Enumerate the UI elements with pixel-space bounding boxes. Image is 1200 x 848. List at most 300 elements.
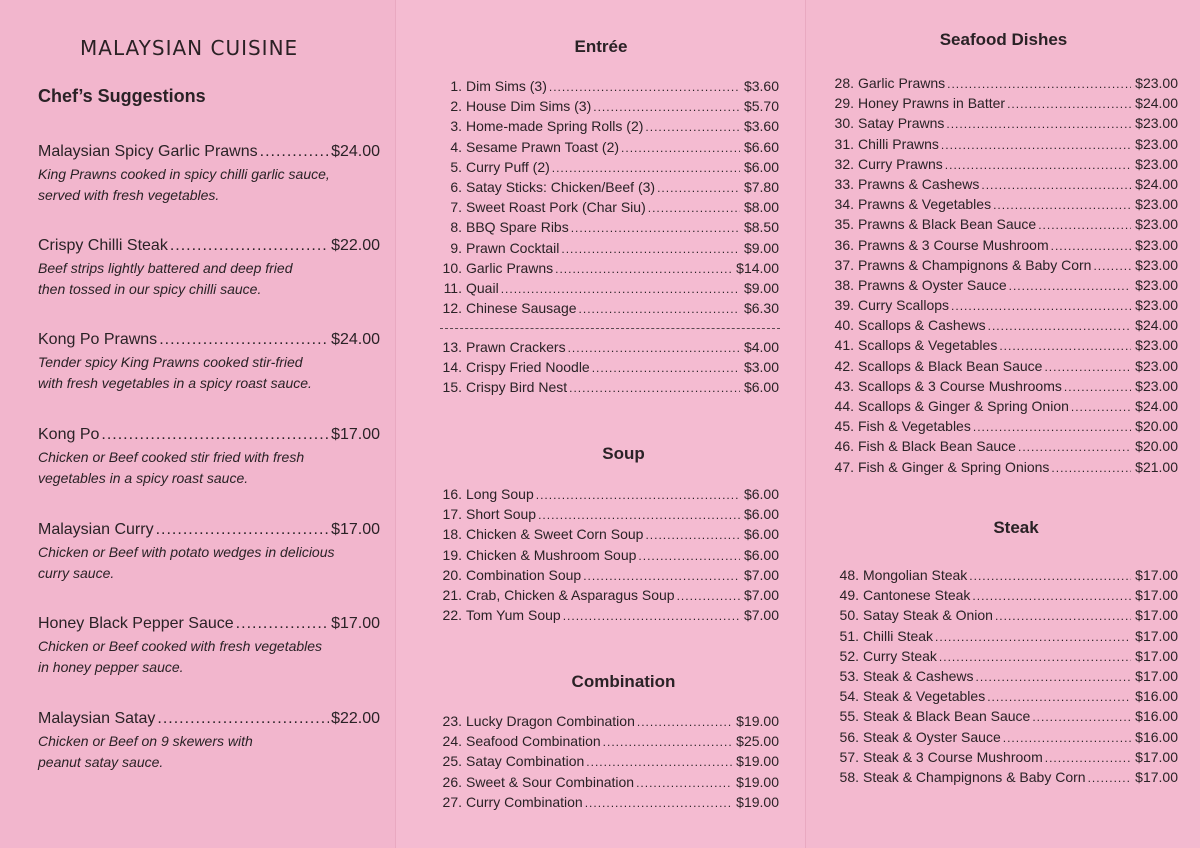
leader-dots <box>156 520 329 540</box>
menu-item <box>826 136 1178 156</box>
suggestion-name: Honey Black Pepper Sauce <box>38 615 234 632</box>
menu-item <box>826 196 1178 216</box>
menu-item <box>434 713 779 733</box>
item-name: Garlic Prawns <box>858 75 946 91</box>
suggestion-name: Malaysian Satay <box>38 710 156 727</box>
leader-dots <box>976 670 1132 684</box>
item-price: $6.00 <box>743 526 779 543</box>
item-name: Satay Prawns <box>858 115 945 132</box>
item-number: 27. <box>442 793 462 810</box>
item-price: $23.00 <box>1135 196 1178 213</box>
leader-dots <box>585 796 732 810</box>
item-name: Prawns & 3 Course Mushroom <box>858 236 1049 253</box>
leader-dots <box>987 690 1131 704</box>
item-name: Sesame Prawn Toast (2) <box>466 138 620 155</box>
leader-dots <box>999 339 1131 353</box>
leader-dots <box>972 589 1131 603</box>
leader-dots <box>1045 751 1131 765</box>
item-number: 44. <box>834 398 854 414</box>
menu-item <box>434 733 779 753</box>
leader-dots <box>1051 461 1131 475</box>
suggestion-desc: then tossed in our spicy chilli sauce. <box>38 281 262 297</box>
leader-dots <box>638 549 740 563</box>
leader-dots <box>561 242 740 256</box>
suggestion-price: $22.00 <box>331 237 380 254</box>
item-number: 45. <box>834 418 854 435</box>
suggestion-name: Malaysian Curry <box>38 521 154 538</box>
menu-item <box>826 257 1178 277</box>
item-name: Curry Prawns <box>858 155 943 172</box>
item-price: $3.60 <box>743 118 779 135</box>
item-price: $23.00 <box>1135 115 1178 132</box>
leader-dots <box>1064 380 1131 394</box>
item-number: 37. <box>834 256 854 273</box>
item-number: 32. <box>834 155 854 172</box>
item-price: $23.00 <box>1135 276 1178 293</box>
suggestion-item <box>38 142 380 206</box>
leader-dots <box>1093 259 1131 273</box>
menu-item <box>434 506 779 526</box>
item-number: 46. <box>834 438 854 455</box>
leader-dots <box>1038 218 1131 232</box>
menu-item <box>831 648 1178 668</box>
leader-dots <box>969 569 1131 583</box>
menu-item <box>826 297 1178 317</box>
item-number: 47. <box>834 458 854 475</box>
item-name: Scallops & 3 Course Mushrooms <box>858 377 1062 394</box>
item-number: 31. <box>834 135 854 152</box>
item-price: $9.00 <box>743 279 779 296</box>
leader-dots <box>159 330 329 350</box>
item-name: Steak & Champignons & Baby Corn <box>863 768 1086 785</box>
menu-item <box>434 526 779 546</box>
menu-item <box>826 378 1178 398</box>
item-price: $23.00 <box>1135 256 1178 273</box>
item-price: $19.00 <box>736 793 779 810</box>
suggestion-item <box>38 330 380 394</box>
item-name: Prawns & Vegetables <box>858 196 992 213</box>
item-name: Lucky Dragon Combination <box>466 713 635 729</box>
item-price: $17.00 <box>1135 627 1178 644</box>
menu-item <box>434 199 779 219</box>
item-number: 21. <box>442 586 462 603</box>
item-price: $6.00 <box>743 158 779 175</box>
item-price: $6.00 <box>743 506 779 523</box>
suggestion-desc: served with fresh vegetables. <box>38 187 220 203</box>
item-number: 56. <box>839 728 859 745</box>
item-name: Prawn Crackers <box>466 339 566 355</box>
item-number: 17. <box>442 506 462 523</box>
soup-list <box>434 486 779 627</box>
leader-dots <box>583 569 740 583</box>
item-name: Steak & 3 Course Mushroom <box>863 748 1043 765</box>
item-number: 49. <box>839 587 859 604</box>
item-number: 57. <box>839 748 859 765</box>
item-name: Scallops & Black Bean Sauce <box>858 357 1043 374</box>
leader-dots <box>993 198 1131 212</box>
item-number: 36. <box>834 236 854 253</box>
item-price: $23.00 <box>1135 297 1178 314</box>
item-number: 1. <box>450 78 462 94</box>
suggestion-item <box>38 520 380 584</box>
item-number: 48. <box>839 567 859 583</box>
soup-heading: Soup <box>602 444 645 463</box>
item-number: 20. <box>442 566 462 583</box>
item-number: 22. <box>442 607 462 624</box>
leader-dots <box>603 735 733 749</box>
leader-dots <box>552 161 740 175</box>
item-number: 40. <box>834 317 854 334</box>
item-number: 8. <box>450 219 462 236</box>
menu-item <box>434 240 779 260</box>
menu-item <box>434 339 779 359</box>
item-number: 51. <box>839 627 859 644</box>
item-price: $17.00 <box>1135 667 1178 684</box>
leader-dots <box>568 341 740 355</box>
item-price: $17.00 <box>1135 587 1178 604</box>
menu-item <box>434 379 779 399</box>
menu-item <box>831 688 1178 708</box>
item-name: Garlic Prawns <box>466 259 554 276</box>
suggestion-price: $24.00 <box>331 331 380 348</box>
item-name: Dim Sims (3) <box>466 78 547 94</box>
item-name: Prawns & Cashews <box>858 175 980 192</box>
brand-title: MALAYSIAN CUISINE <box>80 36 299 60</box>
suggestion-desc: King Prawns cooked in spicy chilli garlic sauce, <box>38 166 330 182</box>
leader-dots <box>1009 279 1132 293</box>
item-number: 23. <box>442 713 462 729</box>
item-number: 9. <box>450 239 462 256</box>
item-name: Chicken & Sweet Corn Soup <box>466 526 644 543</box>
leader-dots <box>951 299 1131 313</box>
item-number: 14. <box>442 359 462 376</box>
item-number: 58. <box>839 768 859 785</box>
item-number: 13. <box>442 339 462 355</box>
item-price: $6.00 <box>743 379 779 396</box>
item-number: 52. <box>839 647 859 664</box>
item-name: Chinese Sausage <box>466 300 577 317</box>
item-number: 34. <box>834 196 854 213</box>
suggestion-desc: Tender spicy King Prawns cooked stir-fried <box>38 354 303 370</box>
item-number: 6. <box>450 178 462 195</box>
menu-item <box>434 260 779 280</box>
leader-dots <box>941 138 1131 152</box>
item-price: $7.80 <box>743 178 779 195</box>
leader-dots <box>536 488 740 502</box>
item-number: 18. <box>442 526 462 543</box>
menu-item <box>831 567 1178 587</box>
menu-item <box>434 159 779 179</box>
item-number: 3. <box>450 118 462 135</box>
item-number: 12. <box>442 300 462 317</box>
item-number: 29. <box>834 95 854 112</box>
panel-chef-suggestions <box>0 0 395 848</box>
leader-dots <box>637 715 732 729</box>
suggestion-item <box>38 425 380 489</box>
chef-suggestions-heading: Chef’s Suggestions <box>38 86 206 106</box>
leader-dots <box>621 141 740 155</box>
item-name: Combination Soup <box>466 566 582 583</box>
item-name: Curry Scallops <box>858 297 950 314</box>
panel-seafood-steak <box>805 0 1200 848</box>
item-name: Satay Sticks: Chicken/Beef (3) <box>466 178 656 195</box>
leader-dots <box>677 589 740 603</box>
leader-dots <box>1018 440 1131 454</box>
leader-dots <box>935 630 1131 644</box>
menu-item <box>434 587 779 607</box>
suggestion-desc: curry sauce. <box>38 565 115 581</box>
item-number: 54. <box>839 688 859 705</box>
suggestion-price: $22.00 <box>331 710 380 727</box>
item-number: 26. <box>442 773 462 790</box>
item-name: Chilli Prawns <box>858 135 939 152</box>
suggestion-name: Crispy Chilli Steak <box>38 237 168 254</box>
leader-dots <box>648 201 740 215</box>
item-name: Fish & Black Bean Sauce <box>858 438 1016 455</box>
item-price: $16.00 <box>1135 688 1178 705</box>
suggestion-name: Kong Po Prawns <box>38 331 158 348</box>
item-name: Fish & Vegetables <box>858 418 971 435</box>
item-price: $19.00 <box>736 773 779 790</box>
suggestion-desc: with fresh vegetables in a spicy roast sauce. <box>38 375 312 391</box>
item-price: $7.00 <box>743 607 779 624</box>
seafood-heading: Seafood Dishes <box>939 30 1068 49</box>
item-price: $23.00 <box>1135 377 1178 394</box>
item-price: $8.50 <box>743 219 779 236</box>
item-price: $21.00 <box>1135 458 1178 475</box>
menu-item <box>434 359 779 379</box>
menu-item <box>826 317 1178 337</box>
menu-item <box>826 277 1178 297</box>
item-price: $23.00 <box>1135 75 1178 91</box>
menu-item <box>826 95 1178 115</box>
item-price: $16.00 <box>1135 728 1178 745</box>
item-price: $20.00 <box>1135 418 1178 435</box>
suggestion-name: Kong Po <box>38 426 100 443</box>
leader-dots <box>946 117 1131 131</box>
menu-item <box>434 179 779 199</box>
item-number: 30. <box>834 115 854 132</box>
leader-dots <box>157 709 329 729</box>
item-name: Chicken & Mushroom Soup <box>466 546 637 563</box>
menu-item <box>826 418 1178 438</box>
suggestion-item <box>38 236 380 300</box>
item-name: Home-made Spring Rolls (2) <box>466 118 644 135</box>
menu-item <box>826 398 1178 418</box>
item-price: $16.00 <box>1135 708 1178 725</box>
item-price: $23.00 <box>1135 357 1178 374</box>
leader-dots <box>563 609 740 623</box>
leader-dots <box>636 776 732 790</box>
suggestion-price: $24.00 <box>331 143 380 160</box>
item-name: Scallops & Cashews <box>858 317 986 334</box>
leader-dots <box>538 508 740 522</box>
menu-item <box>826 115 1178 135</box>
item-price: $6.30 <box>743 300 779 317</box>
item-number: 24. <box>442 733 462 750</box>
menu-item <box>831 708 1178 728</box>
entree-divider <box>440 328 780 329</box>
leader-dots <box>579 302 740 316</box>
item-name: Steak & Vegetables <box>863 688 986 705</box>
item-name: Satay Combination <box>466 753 585 770</box>
item-price: $17.00 <box>1135 748 1178 765</box>
suggestion-name: Malaysian Spicy Garlic Prawns <box>38 143 258 160</box>
suggestion-desc: Beef strips lightly battered and deep fried <box>38 260 293 276</box>
suggestion-price: $17.00 <box>331 615 380 632</box>
item-name: Tom Yum Soup <box>466 607 561 624</box>
leader-dots <box>260 142 329 162</box>
leader-dots <box>947 77 1131 91</box>
leader-dots <box>571 221 740 235</box>
menu-item <box>831 628 1178 648</box>
leader-dots <box>236 614 329 634</box>
item-number: 2. <box>450 98 462 115</box>
leader-dots <box>1032 710 1131 724</box>
item-price: $6.00 <box>743 546 779 563</box>
leader-dots <box>1007 97 1131 111</box>
leader-dots <box>1051 239 1132 253</box>
suggestion-price: $17.00 <box>331 426 380 443</box>
item-price: $17.00 <box>1135 647 1178 664</box>
item-number: 43. <box>834 377 854 394</box>
menu-item <box>434 547 779 567</box>
menu-item <box>434 774 779 794</box>
panel-entree-soup-combination <box>395 0 805 848</box>
suggestion-desc: in honey pepper sauce. <box>38 659 184 675</box>
suggestion-desc: peanut satay sauce. <box>38 754 164 770</box>
item-name: Prawns & Oyster Sauce <box>858 276 1007 293</box>
menu-item <box>831 729 1178 749</box>
item-number: 41. <box>834 337 854 354</box>
leader-dots <box>988 319 1132 333</box>
item-price: $24.00 <box>1135 398 1178 414</box>
item-name: BBQ Spare Ribs <box>466 219 569 236</box>
menu-item <box>434 300 779 320</box>
menu-item <box>831 607 1178 627</box>
leader-dots <box>569 381 740 395</box>
item-number: 25. <box>442 753 462 770</box>
seafood-list <box>826 75 1178 479</box>
leader-dots <box>501 282 740 296</box>
item-name: Honey Prawns in Batter <box>858 95 1006 112</box>
suggestion-desc: vegetables in a spicy roast sauce. <box>38 470 249 486</box>
leader-dots <box>645 120 740 134</box>
item-number: 15. <box>442 379 462 396</box>
item-number: 4. <box>450 138 462 155</box>
menu-item <box>434 607 779 627</box>
item-name: Satay Steak & Onion <box>863 607 993 624</box>
steak-heading: Steak <box>993 518 1039 537</box>
leader-dots <box>981 178 1131 192</box>
item-name: Curry Combination <box>466 793 583 810</box>
item-name: Sweet & Sour Combination <box>466 773 635 790</box>
item-number: 33. <box>834 175 854 192</box>
menu-item <box>826 459 1178 479</box>
entree-heading: Entrée <box>574 37 628 56</box>
item-price: $9.00 <box>743 239 779 256</box>
item-name: Prawns & Black Bean Sauce <box>858 216 1037 233</box>
leader-dots <box>593 100 740 114</box>
leader-dots <box>101 425 329 445</box>
menu-item <box>434 280 779 300</box>
item-price: $24.00 <box>1135 317 1178 334</box>
leader-dots <box>657 181 740 195</box>
leader-dots <box>592 361 740 375</box>
item-number: 38. <box>834 276 854 293</box>
menu-item <box>831 668 1178 688</box>
item-name: Crab, Chicken & Asparagus Soup <box>466 586 675 603</box>
suggestion-item <box>38 614 380 678</box>
item-price: $17.00 <box>1135 768 1178 785</box>
leader-dots <box>995 609 1131 623</box>
item-number: 16. <box>442 486 462 502</box>
item-price: $24.00 <box>1135 95 1178 112</box>
item-price: $17.00 <box>1135 607 1178 624</box>
suggestion-item <box>38 709 380 773</box>
menu-item <box>434 118 779 138</box>
item-name: Chilli Steak <box>863 627 934 644</box>
item-price: $7.00 <box>743 586 779 603</box>
item-number: 28. <box>834 75 854 91</box>
item-name: Seafood Combination <box>466 733 601 750</box>
suggestion-desc: Chicken or Beef with potato wedges in delicious <box>38 544 335 560</box>
item-name: Scallops & Ginger & Spring Onion <box>858 398 1069 414</box>
leader-dots <box>945 158 1131 172</box>
item-price: $23.00 <box>1135 155 1178 172</box>
item-price: $3.60 <box>743 78 779 94</box>
item-number: 11. <box>443 279 462 296</box>
item-name: Prawn Cocktail <box>466 239 560 256</box>
item-price: $3.00 <box>743 359 779 376</box>
suggestion-desc: Chicken or Beef cooked stir fried with fresh <box>38 449 305 465</box>
entree-list <box>434 78 779 320</box>
item-price: $4.00 <box>743 339 779 355</box>
menu-item <box>831 587 1178 607</box>
menu-item <box>434 794 779 814</box>
item-price: $7.00 <box>743 566 779 583</box>
leader-dots <box>1088 771 1132 785</box>
suggestion-desc: Chicken or Beef cooked with fresh vegetables <box>38 638 323 654</box>
item-price: $25.00 <box>736 733 779 750</box>
item-number: 10. <box>442 259 462 276</box>
item-name: Mongolian Steak <box>863 567 968 583</box>
item-number: 35. <box>834 216 854 233</box>
menu-item <box>826 156 1178 176</box>
item-price: $23.00 <box>1135 135 1178 152</box>
item-price: $17.00 <box>1135 567 1178 583</box>
combination-heading: Combination <box>571 672 676 691</box>
item-number: 19. <box>442 546 462 563</box>
leader-dots <box>1071 400 1131 414</box>
item-name: Steak & Oyster Sauce <box>863 728 1001 745</box>
item-price: $6.00 <box>743 486 779 502</box>
menu-item <box>826 75 1178 95</box>
item-name: Steak & Cashews <box>863 667 974 684</box>
item-name: Curry Puff (2) <box>466 158 550 175</box>
menu-item <box>831 769 1178 789</box>
leader-dots <box>645 528 740 542</box>
item-price: $8.00 <box>743 199 779 216</box>
item-price: $19.00 <box>736 753 779 770</box>
item-name: House Dim Sims (3) <box>466 98 592 115</box>
item-number: 55. <box>839 708 859 725</box>
item-price: $6.60 <box>743 138 779 155</box>
menu-item <box>434 78 779 98</box>
menu-item <box>826 216 1178 236</box>
menu-item <box>434 567 779 587</box>
menu-item <box>831 749 1178 769</box>
